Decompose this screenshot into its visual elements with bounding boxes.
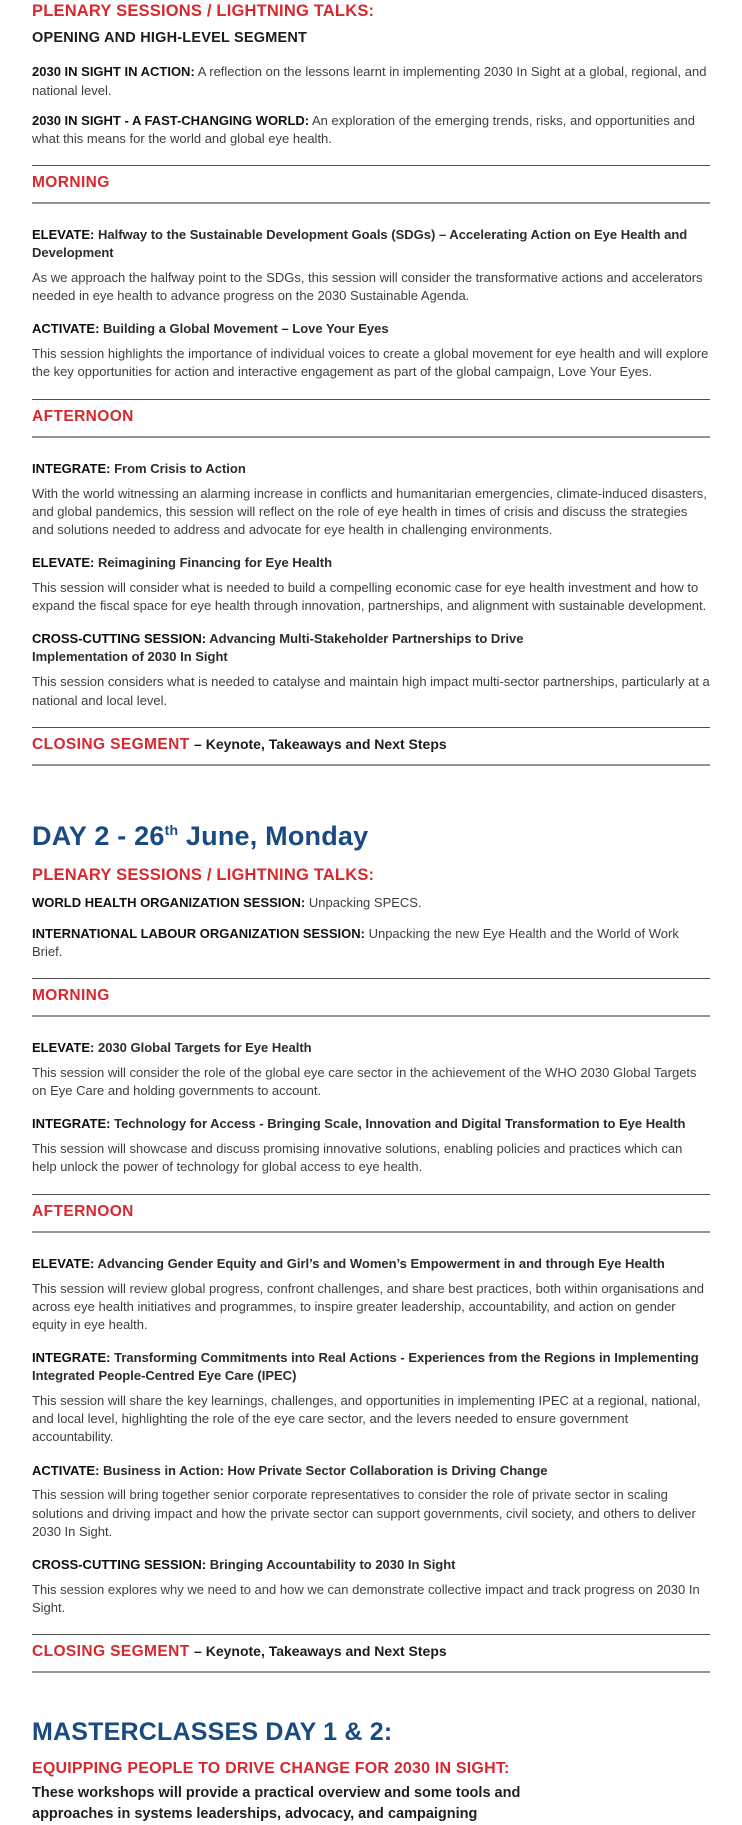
morning-label: MORNING bbox=[32, 986, 110, 1004]
session-name: Business in Action: How Private Sector Collaboration is Driving Change bbox=[103, 1462, 548, 1478]
masterclasses-section bbox=[32, 1719, 710, 1825]
plenary-item-label: WORLD HEALTH ORGANIZATION SESSION: bbox=[32, 895, 306, 911]
day1-closing-banner bbox=[32, 727, 710, 766]
day1-morning-banner bbox=[32, 165, 710, 204]
day2-morning-banner bbox=[32, 978, 710, 1017]
session-label: ACTIVATE: bbox=[32, 1462, 100, 1478]
morning-label: MORNING bbox=[32, 174, 110, 192]
day2-heading bbox=[32, 822, 710, 852]
session-label: INTEGRATE: bbox=[32, 460, 111, 476]
session-name: Halfway to the Sustainable Development Goals (SDGs) – Accelerating Action on Eye Health and Development bbox=[32, 227, 688, 261]
session-title bbox=[32, 1349, 710, 1385]
session-desc: This session considers what is needed to catalyse and maintain high impact multi-sector partnerships, particularly at a national and local level. bbox=[32, 674, 710, 708]
day2-afternoon-banner bbox=[32, 1194, 710, 1233]
day2-heading-prefix: DAY 2 - 26 bbox=[32, 820, 165, 851]
masterclasses-text: These workshops will provide a practical overview and some tools and approaches in systems leaderships, advocacy, and campaigning bbox=[32, 1785, 521, 1823]
day2-plenary-item bbox=[32, 925, 710, 961]
session-label: ELEVATE: bbox=[32, 1039, 95, 1055]
session-title bbox=[32, 630, 577, 666]
closing-label: CLOSING SEGMENT bbox=[32, 1643, 190, 1661]
session-title bbox=[32, 1115, 710, 1133]
day2-plenary-item bbox=[32, 894, 710, 912]
session-desc: This session will share the key learnings, challenges, and opportunities in implementing IPEC at a regional, national, and local level, highlighting the role of the eye care sector, and the levers needed to ensure government accountability. bbox=[32, 1392, 701, 1445]
session-name: Reimagining Financing for Eye Health bbox=[97, 555, 333, 571]
day2-heading-suffix: June, Monday bbox=[178, 820, 369, 851]
session-title bbox=[32, 460, 710, 478]
day1-afternoon-banner bbox=[32, 399, 710, 438]
plenary-item-text: Unpacking the new Eye Health and the World of Work Brief. bbox=[32, 925, 679, 959]
session-desc: This session will showcase and discuss promising innovative solutions, enabling policies and practices which can help unlock the power of technology for global access to eye health. bbox=[32, 1141, 683, 1175]
day2-plenary-header: PLENARY SESSIONS / LIGHTNING TALKS: bbox=[32, 866, 375, 885]
session-desc: This session explores why we need to and how we can demonstrate collective impact and track progress on 2030 In Sight. bbox=[32, 1581, 700, 1616]
day1-section bbox=[32, 2, 710, 766]
session-title bbox=[32, 320, 710, 338]
plenary-item-label: INTERNATIONAL LABOUR ORGANIZATION SESSION: bbox=[32, 925, 365, 941]
session-title bbox=[32, 1556, 710, 1574]
plenary-item-label: 2030 IN SIGHT IN ACTION: bbox=[32, 64, 195, 80]
session-label: ELEVATE: bbox=[32, 1255, 95, 1271]
session-name: From Crisis to Action bbox=[114, 460, 246, 476]
session-title bbox=[32, 1255, 710, 1273]
session-label: CROSS-CUTTING SESSION: bbox=[32, 631, 207, 647]
session-desc: This session will bring together senior corporate representatives to consider the role of private sector in scaling solutions and driving impact and how the private sector can support governments, civil society, and others to deliver 2030 In Sight. bbox=[32, 1487, 696, 1539]
session-desc: With the world witnessing an alarming increase in conflicts and humanitarian emergencies, climate-induced disasters, and global pandemics, this session will reflect on the role of eye health in times of crisis and discuss the strategies and solutions needed to address and advocate for eye health in challenging environments. bbox=[32, 485, 707, 537]
plenary-item-text: A reflection on the lessons learnt in implementing 2030 In Sight at a global, regional, and national level. bbox=[32, 64, 707, 98]
session-name: Bringing Accountability to 2030 In Sight bbox=[209, 1557, 456, 1573]
day1-opening-header: OPENING AND HIGH-LEVEL SEGMENT bbox=[32, 29, 308, 46]
session-desc: As we approach the halfway point to the SDGs, this session will consider the transformative actions and accelerators needed in eye health to advance progress on the 2030 Sustainable Agenda. bbox=[32, 269, 703, 304]
session-name: 2030 Global Targets for Eye Health bbox=[97, 1039, 312, 1055]
day2-closing-banner bbox=[32, 1634, 710, 1673]
plenary-item-label: 2030 IN SIGHT - A FAST-CHANGING WORLD: bbox=[32, 112, 310, 128]
session-label: INTEGRATE: bbox=[32, 1116, 111, 1132]
plenary-item-text: An exploration of the emerging trends, risks, and opportunities and what this means for the world and global eye health. bbox=[32, 112, 696, 146]
session-name: Technology for Access - Bringing Scale, Innovation and Digital Transformation to Eye Health bbox=[114, 1116, 686, 1132]
session-desc: This session will review global progress, confront challenges, and share best practices, both within organisations and across eye health initiatives and programmes, to inspire greater leadership, accountability, and action on gender equity in eye health. bbox=[32, 1280, 705, 1332]
session-label: INTEGRATE: bbox=[32, 1350, 111, 1366]
session-desc: This session will consider what is needed to build a compelling economic case for eye health investment and how to expand the fiscal space for eye health through innovation, partnerships, and alignment with sustainable development. bbox=[32, 580, 707, 614]
session-name: Transforming Commitments into Real Actions - Experiences from the Regions in Implementing Integrated People-Centred Eye Care (IPEC) bbox=[32, 1350, 699, 1384]
day1-plenary-item bbox=[32, 63, 710, 99]
closing-text: – Keynote, Takeaways and Next Steps bbox=[194, 735, 447, 752]
session-title bbox=[32, 1039, 710, 1057]
session-name: Building a Global Movement – Love Your Eyes bbox=[103, 321, 389, 337]
session-name: Advancing Multi-Stakeholder Partnerships to Drive Implementation of 2030 In Sight bbox=[32, 631, 524, 665]
session-label: ACTIVATE: bbox=[32, 321, 100, 337]
session-label: ELEVATE: bbox=[32, 227, 95, 243]
afternoon-label: AFTERNOON bbox=[32, 1202, 134, 1220]
day1-plenary-item bbox=[32, 112, 710, 148]
afternoon-label: AFTERNOON bbox=[32, 407, 134, 425]
masterclasses-heading: MASTERCLASSES DAY 1 & 2: bbox=[32, 1718, 393, 1747]
session-name: Advancing Gender Equity and Girl’s and Women’s Empowerment in and through Eye Health bbox=[97, 1255, 665, 1271]
closing-label: CLOSING SEGMENT bbox=[32, 735, 190, 753]
day1-plenary-header: PLENARY SESSIONS / LIGHTNING TALKS: bbox=[32, 2, 375, 20]
session-label: CROSS-CUTTING SESSION: bbox=[32, 1557, 207, 1573]
session-desc: This session highlights the importance of individual voices to create a global movement for eye health and will explore the key opportunities for action and interactive engagement as part of the global campaign, Love Your Eyes. bbox=[32, 346, 709, 380]
session-title bbox=[32, 554, 710, 572]
session-title bbox=[32, 1462, 710, 1480]
masterclasses-subheading: EQUIPPING PEOPLE TO DRIVE CHANGE FOR 2030 IN SIGHT: bbox=[32, 1759, 510, 1777]
day2-section bbox=[32, 822, 710, 1674]
session-desc: This session will consider the role of the global eye care sector in the achievement of the WHO 2030 Global Targets on Eye Care and holding governments to account. bbox=[32, 1064, 697, 1099]
session-title bbox=[32, 226, 710, 262]
day2-heading-sup: th bbox=[164, 821, 179, 838]
closing-text: – Keynote, Takeaways and Next Steps bbox=[194, 1643, 447, 1660]
session-label: ELEVATE: bbox=[32, 555, 95, 571]
plenary-item-text: Unpacking SPECS. bbox=[308, 895, 422, 911]
